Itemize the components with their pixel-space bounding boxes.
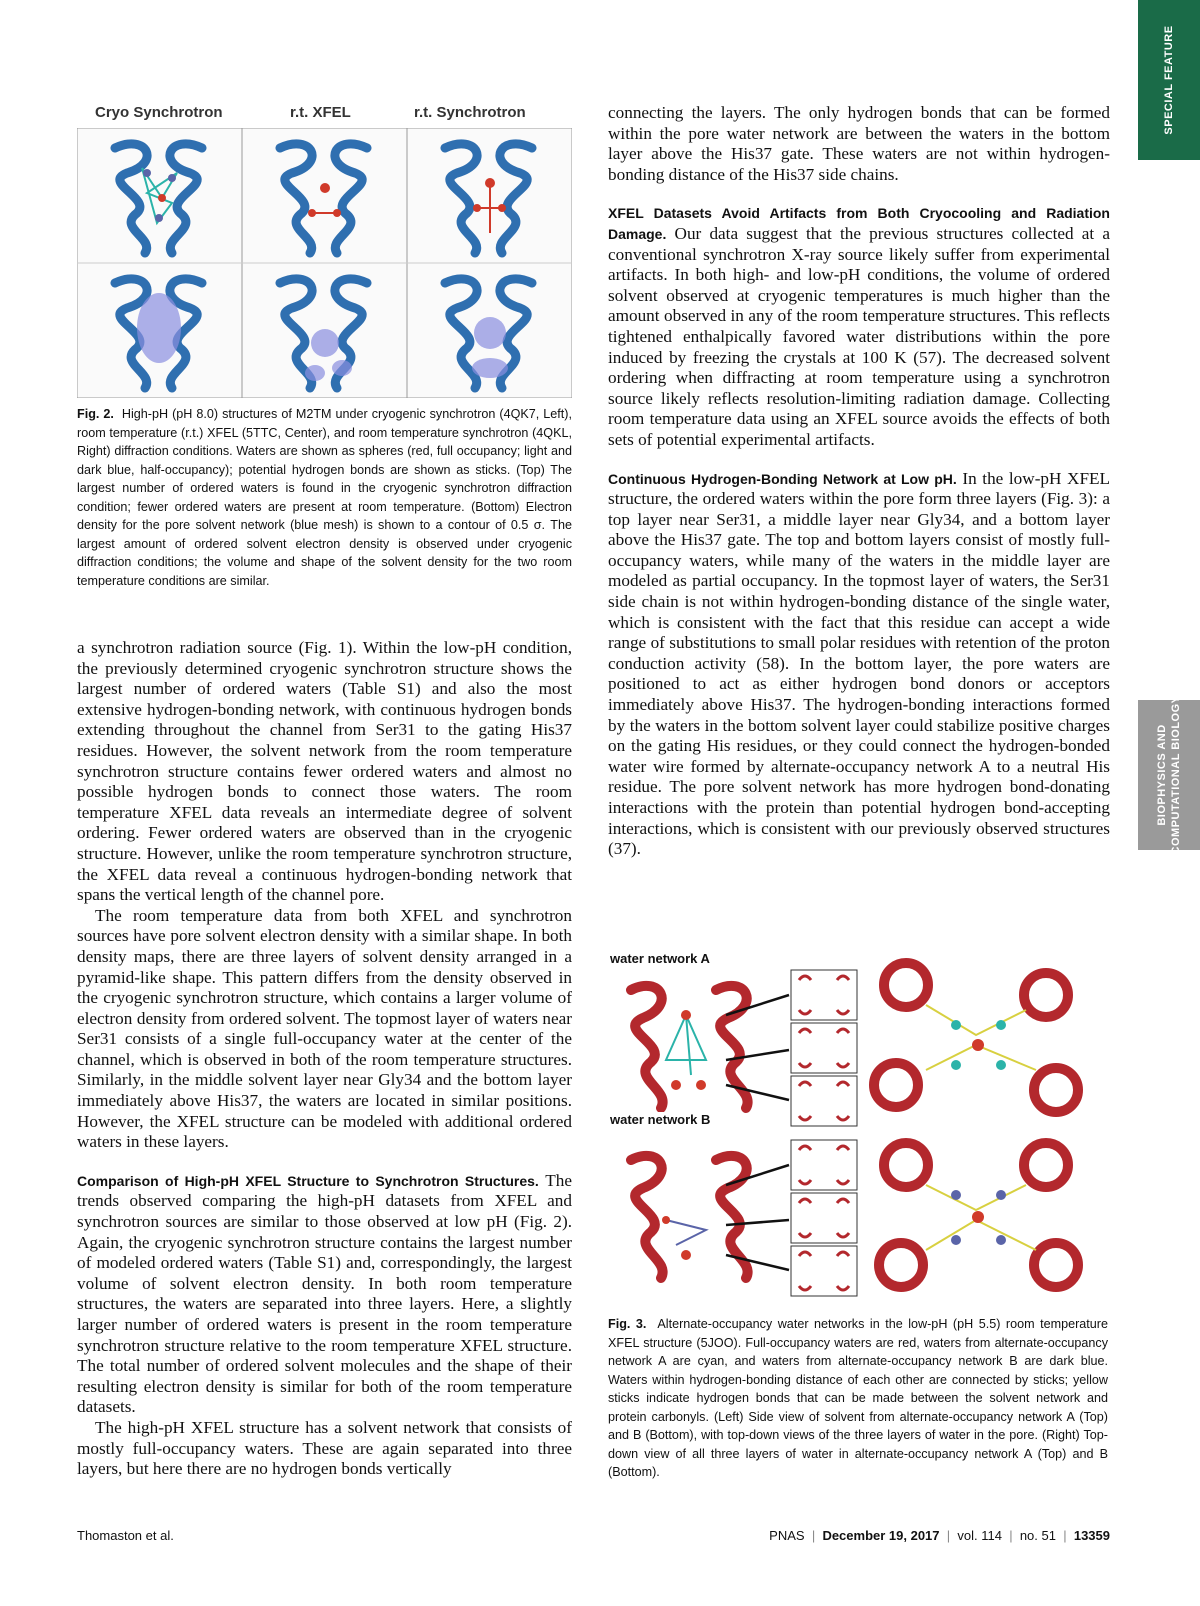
special-feature-tab [1138,0,1200,160]
left-paragraph-4: The high-pH XFEL structure has a solvent network that consists of mostly full-occupancy waters. These are again separated into three layers, but here there are no hydrogen bonds vertically [77,1417,572,1479]
fig2-caption [77,405,572,590]
right-heading-hbond: Continuous Hydrogen-Bonding Network at Low pH. [608,470,957,487]
fig3-image [606,955,1110,1305]
right-paragraph-0: connecting the layers. The only hydrogen bonds that can be formed within the pore water network are between the waters in the bottom layer above the His37 gate. These waters are not within hydrogen-bonding distance of the His37 side chains. [608,103,1110,184]
section-label: BIOPHYSICS AND COMPUTATIONAL BIOLOGY [1156,695,1182,855]
fig3-label-network-b: water network B [610,1112,711,1127]
fig2-caption-label: Fig. 2. [77,407,114,421]
fig2-caption-text: High-pH (pH 8.0) structures of M2TM under cryogenic synchrotron (4QK7, Left), room temperature (r.t.) XFEL (5TTC, Center), and room temperature synchrotron (4QKL, Right) diffraction conditions. Waters are shown as spheres (red, full occupancy; light and dark blue, half-occupancy); potential hydrogen bonds are shown as sticks. (Top) The largest number of ordered waters is found in the cryogenic synchrotron diffraction condition; fewer ordered waters are present at room temperature. (Bottom) Electron density for the pore solvent network (blue mesh) is shown to a contour of 0.5 σ. The largest amount of ordered solvent electron density is observed under cryogenic diffraction conditions; the volume and shape of the solvent density for the two room temperature conditions are similar. [77,407,573,588]
left-paragraph-1: a synchrotron radiation source (Fig. 1). Within the low-pH condition, the previously determined cryogenic synchrotron structure shows the largest number of ordered waters (Table S1) and also the most extensive hydrogen-bonding network, with continuous hydrogen bonds extending throughout the channel from Ser31 to the gating His37 residues. However, the solvent network from the room temperature synchrotron structure contains fewer ordered waters and almost no possible hydrogen bonds to connect those waters. The room temperature XFEL data reveals an intermediate degree of solvent ordering. Fewer ordered waters are observed than in the cryogenic structure. However, unlike the room temperature synchrotron structure, the XFEL data reveal a continuous hydrogen-bonding network that spans the vertical length of the channel pore. [77,638,572,905]
fig3-caption [608,1315,1108,1482]
special-feature-label: SPECIAL FEATURE [1163,25,1175,135]
footer-author: Thomaston et al. [77,1528,174,1543]
fig2-image [77,128,572,398]
left-paragraph-2: The room temperature data from both XFEL and synchrotron sources have pore solvent electron density with a similar shape. In both density maps, there are three layers of solvent density arranged in a pyramid-like shape. This pattern differs from the density observed in the cryogenic synchrotron structure, which contains a larger volume of electron density from ordered solvent. The topmost layer of waters near Ser31 consists of a single full-occupancy water at the center of the channel, which is observed in both of the room temperature structures. Similarly, in the middle solvent layer near Gly34 and the bottom layer immediately above His37, the waters are located in similar positions. However, the XFEL structure can be modeled with additional ordered waters in these layers. [77,905,572,1152]
figure-2 [77,100,572,400]
footer-page: 13359 [1073,1528,1110,1543]
fig3-label-network-a: water network A [610,951,710,966]
fig2-header-cryo: Cryo Synchrotron [95,104,223,121]
footer-volume: vol. 114 [957,1528,1002,1543]
fig2-header-rt-sync: r.t. Synchrotron [414,104,526,121]
right-column [608,103,1110,860]
footer-date: December 19, 2017 [822,1528,940,1543]
fig3-caption-text: Alternate-occupancy water networks in the low-pH (pH 5.5) room temperature XFEL structure (5JOO). Full-occupancy waters are red, waters from alternate-occupancy network A are cyan, and waters from alternate-occupancy network B are dark blue. Waters within hydrogen-bonding distance of each other are connected by sticks; yellow sticks indicate hydrogen bonds that can be made between the solvent network and protein carbonyls. (Left) Side view of solvent from alternate-occupancy network A (Top) and B (Bottom), with top-down views of the three layers of water in the pore. (Right) Top-down view of all three layers of water in alternate-occupancy network A (Top) and B (Bottom). [608,1317,1109,1479]
right-paragraph-1-text: Our data suggest that the previous structures collected at a conventional synchrotron X-ray source likely suffer from experimental artifacts. In both high- and low-pH conditions, the volume of ordered solvent observed at cryogenic temperatures is much higher than the amount observed in any of the room temperature structures. This reflects tightened enthalpically favored water distributions within the pore induced by freezing the crystals at 100 K (57). The decreased solvent ordering when diffracting at room temperature using a synchrotron source likely reflects resolution-limiting radiation damage. Collecting room temperature data using an XFEL source avoids the effects of both sets of potential experimental artifacts. [608,223,1110,449]
right-heading-artifacts: XFEL Datasets Avoid Artifacts from Both Cryocooling and Radiation Damage. [608,205,1110,242]
left-paragraph-3-text: The trends observed comparing the high-pH datasets from XFEL and synchrotron sources are similar to those observed at low pH (Fig. 2). Again, the cryogenic synchrotron structure contains the largest number of modeled ordered waters (Table S1) and, correspondingly, the largest volume of solvent electron density. In both room temperature structures, the waters are separated into three layers. Here, a slightly larger number of ordered waters is present in the room temperature synchrotron structure relative to the room temperature XFEL structure. The total number of ordered solvent molecules and the shape of their resulting electron density is similar for both of the room temperature datasets. [77,1170,572,1417]
section-tab [1138,695,1200,855]
footer-journal: PNAS [769,1528,805,1543]
footer-citation: PNAS | December 19, 2017 | vol. 114 | no. 51 | 13359 [769,1528,1110,1543]
footer-issue: no. 51 [1019,1528,1056,1543]
fig3-caption-label: Fig. 3. [608,1317,647,1331]
right-paragraph-2-text: In the low-pH XFEL structure, the ordered waters within the pore form three layers (Fig. 3): a top layer near Ser31, a middle layer near Gly34, and a bottom layer above the His37 gate. The top and bottom layers consist of mostly full-occupancy waters, while many of the waters in the middle layer are modeled as partial occupancy. In the topmost layer of waters, the Ser31 side chain is not within hydrogen-bonding distance of the single water, which is consistent with the fact that this residue can accept a wide range of substitutions to small polar residues with retention of the proton conduction activity (58). In the bottom layer, the pore waters are positioned to act as either hydrogen bond donors or acceptors immediately above His37. The hydrogen-bonding interactions formed by the waters in the bottom solvent layer could stabilize positive charges on the gating His residues, or they could connect the hydrogen-bonded water wire formed by alternate-occupancy network A to a neutral His residue. The pore solvent network has more hydrogen bond-donating interactions with the protein than potential hydrogen bond-accepting interactions, which is consistent with our previously observed structures (37). [608,468,1110,859]
fig2-header-xfel: r.t. XFEL [290,104,351,121]
figure-3 [606,951,1110,1305]
left-column [77,638,572,1480]
left-heading-comparison: Comparison of High-pH XFEL Structure to Synchrotron Structures. [77,1172,539,1189]
